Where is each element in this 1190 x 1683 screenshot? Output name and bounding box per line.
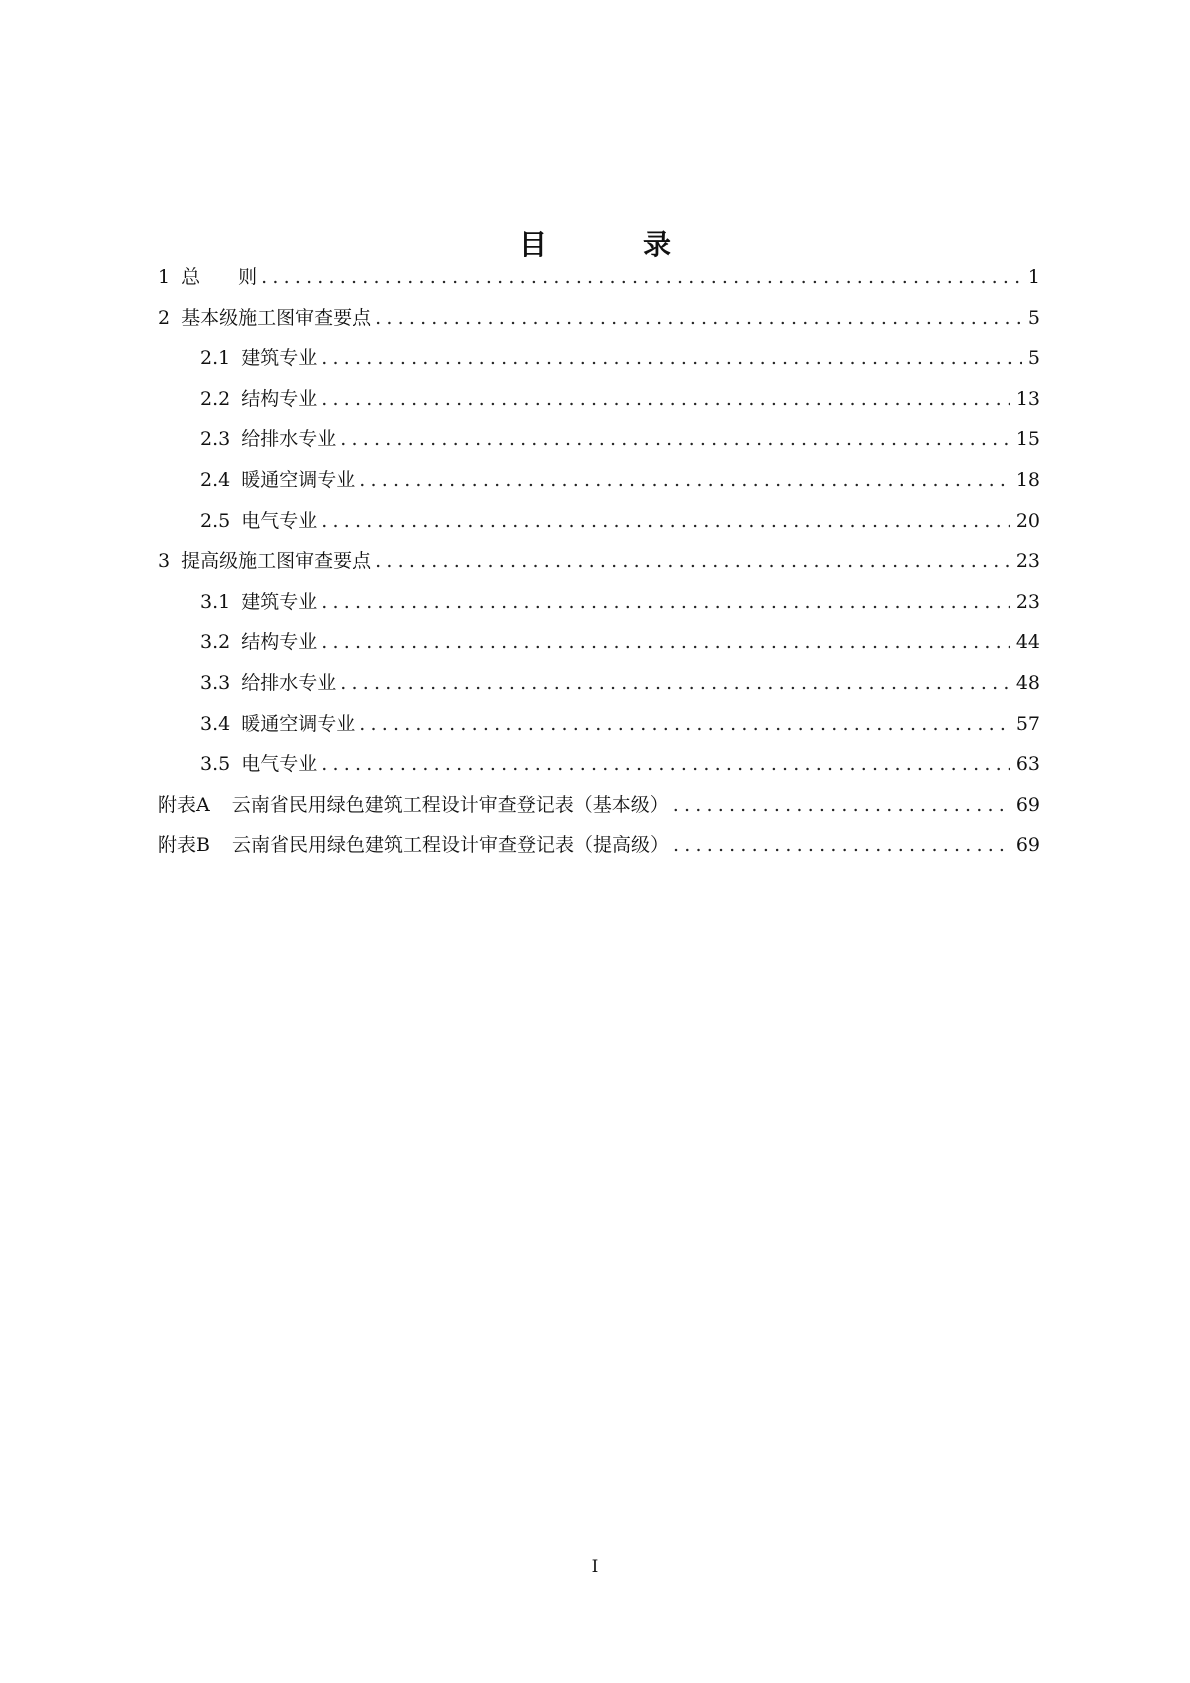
toc-dot-leader (359, 468, 1010, 492)
toc-entry[interactable] (158, 306, 1040, 347)
toc-entry-page: 44 (1015, 631, 1040, 654)
toc-entry-title: 云南省民用绿色建筑工程设计审查登记表（基本级） (231, 793, 669, 816)
toc-entry[interactable] (158, 468, 1040, 509)
toc-dot-leader (340, 427, 1010, 451)
toc-entry-title: 建筑专业 (241, 590, 318, 613)
toc-entry-title: 建筑专业 (241, 347, 318, 370)
toc-entry-number: 2.4 (200, 468, 231, 491)
toc-entry-title: 给排水专业 (241, 428, 337, 451)
toc-entry[interactable] (158, 793, 1040, 834)
toc-title: 目 录 (518, 227, 705, 261)
toc-entry-title: 结构专业 (241, 387, 318, 410)
toc-entry-page: 23 (1015, 550, 1040, 573)
toc-dot-leader (673, 833, 1010, 857)
toc-entry-page: 18 (1015, 468, 1040, 491)
toc-dot-leader (261, 265, 1022, 289)
toc-dot-leader (321, 590, 1010, 614)
toc-dot-leader (340, 671, 1010, 695)
toc-entry-number: 3.2 (200, 631, 231, 654)
toc-entry-number: 2 (158, 306, 171, 329)
toc-dot-leader (321, 509, 1010, 533)
toc-entry-title: 提高级施工图审查要点 (181, 550, 372, 573)
page-number: I (591, 1557, 599, 1577)
toc-entry-number: 3.1 (200, 590, 231, 613)
toc-dot-leader (321, 752, 1010, 776)
toc-entry[interactable] (158, 671, 1040, 712)
toc-entry-number: 3 (158, 550, 171, 573)
toc-entry-page: 5 (1027, 306, 1040, 329)
toc-entry-page: 63 (1015, 753, 1040, 776)
toc-entry-number: 1 (158, 266, 171, 288)
toc-dot-leader (375, 549, 1010, 573)
toc-entry-title: 电气专业 (241, 509, 318, 532)
toc-dot-leader (321, 387, 1010, 411)
toc-entry-number: 3.3 (200, 671, 231, 694)
toc-entry[interactable] (158, 346, 1040, 387)
table-of-contents (158, 265, 1040, 874)
toc-dot-leader (321, 346, 1022, 370)
toc-entry-page: 57 (1015, 712, 1040, 735)
toc-entry-page: 20 (1015, 509, 1040, 532)
toc-entry-page: 13 (1015, 387, 1040, 410)
toc-entry-page: 5 (1027, 347, 1040, 370)
toc-entry-number: 3.4 (200, 712, 231, 735)
toc-entry-title: 暖通空调专业 (241, 712, 356, 735)
toc-entry-title: 电气专业 (241, 753, 318, 776)
toc-entry[interactable] (158, 590, 1040, 631)
toc-entry-title: 云南省民用绿色建筑工程设计审查登记表（提高级） (231, 834, 669, 857)
toc-entry[interactable] (158, 833, 1040, 874)
toc-entry-title: 结构专业 (241, 631, 318, 654)
toc-entry-number: 附表B (158, 834, 210, 857)
toc-entry[interactable] (158, 387, 1040, 428)
toc-entry-page: 1 (1027, 266, 1040, 288)
toc-entry-title: 基本级施工图审查要点 (181, 306, 372, 329)
toc-entry-page: 69 (1015, 793, 1040, 816)
toc-entry-title: 暖通空调专业 (241, 468, 356, 491)
toc-entry[interactable] (158, 427, 1040, 468)
toc-entry-title: 总 则 (181, 266, 258, 288)
toc-entry-page: 23 (1015, 590, 1040, 613)
toc-entry[interactable] (158, 509, 1040, 550)
toc-entry[interactable] (158, 752, 1040, 793)
toc-dot-leader (375, 306, 1022, 330)
toc-entry-number: 2.3 (200, 428, 231, 451)
toc-entry-title: 给排水专业 (241, 671, 337, 694)
toc-entry-page: 48 (1015, 671, 1040, 694)
toc-entry-number: 2.5 (200, 509, 231, 532)
toc-entry[interactable] (158, 630, 1040, 671)
toc-dot-leader (359, 712, 1010, 736)
toc-entry[interactable] (158, 712, 1040, 753)
toc-entry-page: 69 (1015, 834, 1040, 857)
toc-dot-leader (673, 793, 1010, 817)
toc-entry-number: 附表A (158, 793, 210, 816)
toc-entry-number: 3.5 (200, 753, 231, 776)
toc-entry-page: 15 (1015, 428, 1040, 451)
toc-entry[interactable] (158, 549, 1040, 590)
toc-entry-number: 2.1 (200, 347, 231, 370)
toc-entry-number: 2.2 (200, 387, 231, 410)
toc-entry[interactable] (158, 265, 1040, 306)
toc-dot-leader (321, 630, 1010, 654)
